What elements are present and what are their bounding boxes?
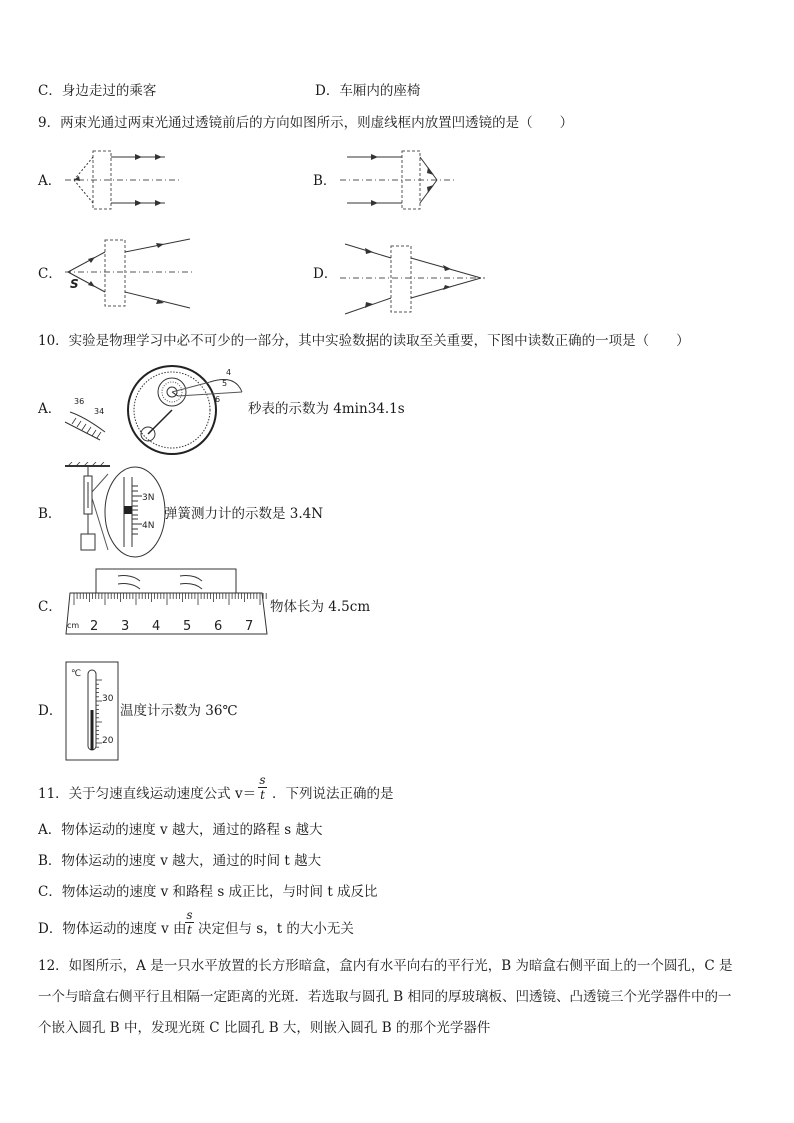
spring-tick-4n: 4N <box>142 521 155 531</box>
q10-label-c: C． <box>38 599 62 615</box>
q8-option-c: C．身边走过的乘客 <box>38 83 157 99</box>
stopwatch-tick-4: 4 <box>226 368 232 377</box>
q12-line-1: 12．如图所示，A 是一只水平放置的长方形暗盒，盒内有水平向右的平行光，B 为暗盒右侧平面上的一个圆孔，C 是 <box>38 958 733 974</box>
spring-tick-3n: 3N <box>142 493 155 503</box>
q9-figure-b <box>335 145 465 215</box>
q11-stem-start: 11．关于匀速直线运动速度公式 v＝ <box>38 786 257 802</box>
stopwatch-tick-6: 6 <box>215 395 221 404</box>
q10-caption-d: 温度计示数为 36℃ <box>120 703 238 719</box>
q10-label-b: B． <box>38 506 62 522</box>
q8-option-d: D．车厢内的座椅 <box>315 83 421 99</box>
thermo-tick-20: 20 <box>102 736 114 746</box>
q9-stem: 9．两束光通过两束光通过透镜前后的方向如图所示，则虚线框内放置凹透镜的是（ ） <box>38 115 574 131</box>
thermo-tick-30: 30 <box>102 694 114 704</box>
q10-stopwatch-figure <box>60 362 250 457</box>
stopwatch-tick-34: 34 <box>94 407 105 416</box>
q9-figure-a <box>60 145 190 215</box>
ruler-number: 4 <box>152 619 161 634</box>
ruler-number: 2 <box>90 619 99 634</box>
q10-caption-b: 弹簧测力计的示数是 3.4N <box>164 506 324 522</box>
q10-ruler-figure <box>62 566 272 638</box>
q11-stem-end: ．下列说法正确的是 <box>272 786 394 802</box>
thermo-unit: ℃ <box>71 669 82 679</box>
q9-source-label: S <box>70 277 79 291</box>
q11-option-d-start: D．物体运动的速度 v 由 <box>38 921 187 937</box>
q9-label-a: A． <box>38 173 62 189</box>
ruler-number: 7 <box>245 619 254 634</box>
fraction-numerator: s <box>259 773 266 787</box>
q9-label-c: C． <box>38 266 62 282</box>
q11-formula-fraction <box>258 774 267 801</box>
ruler-number: 3 <box>121 619 130 634</box>
fraction-numerator: s <box>186 908 193 922</box>
fraction-denominator: t <box>187 923 192 937</box>
fraction-denominator: t <box>260 788 265 802</box>
q10-stem: 10．实验是物理学习中必不可少的一部分，其中实验数据的读取至关重要，下图中读数正确的一项是（ ） <box>38 333 690 349</box>
q9-figure-d <box>335 238 495 322</box>
q10-caption-c: 物体长为 4.5cm <box>270 599 371 615</box>
q10-spring-scale-figure <box>60 462 170 562</box>
q10-thermometer-figure <box>64 660 122 762</box>
q9-figure-c <box>60 232 200 316</box>
q10-caption-a: 秒表的示数为 4min34.1s <box>248 401 405 417</box>
stopwatch-tick-5: 5 <box>222 379 228 388</box>
q11-option-a: A．物体运动的速度 v 越大，通过的路程 s 越大 <box>38 822 323 838</box>
q10-label-d: D． <box>38 703 63 719</box>
q9-label-d: D． <box>313 266 338 282</box>
ruler-number: 5 <box>183 619 192 634</box>
q11-option-b: B．物体运动的速度 v 越大，通过的时间 t 越大 <box>38 853 322 869</box>
q11-option-d-end: 决定但与 s，t 的大小无关 <box>198 921 354 937</box>
q12-line-3: 个嵌入圆孔 B 中，发现光斑 C 比圆孔 B 大，则嵌入圆孔 B 的那个光学器件 <box>38 1020 491 1036</box>
q9-label-b: B． <box>313 173 337 189</box>
q10-label-a: A． <box>38 401 62 417</box>
q11-option-d-fraction <box>185 909 194 936</box>
q12-line-2: 一个与暗盒右侧平行且相隔一定距离的光斑．若选取与圆孔 B 相同的厚玻璃板、凹透镜、凸透镜三个光学器件中的一 <box>38 989 732 1005</box>
q11-option-c: C．物体运动的速度 v 和路程 s 成正比，与时间 t 成反比 <box>38 884 378 900</box>
stopwatch-tick-36: 36 <box>74 397 85 406</box>
ruler-number: 6 <box>214 619 223 634</box>
ruler-unit: cm <box>67 621 80 630</box>
